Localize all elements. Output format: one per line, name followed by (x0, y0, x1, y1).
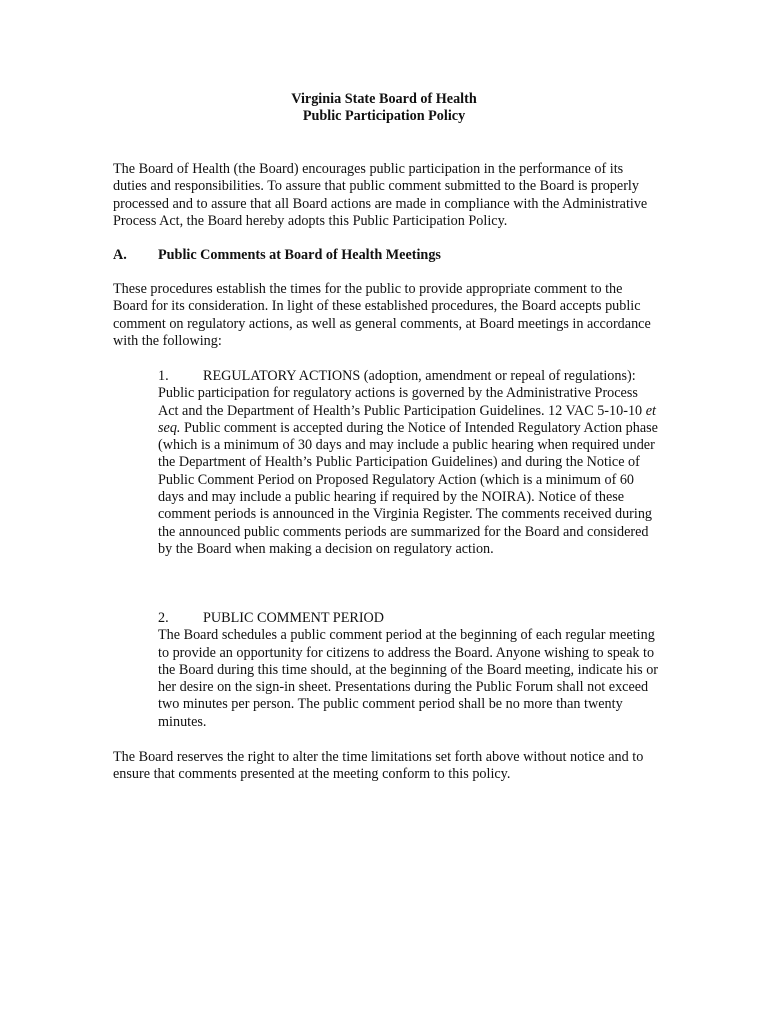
document-title (0, 91, 768, 126)
item-text-part2: Public comment is accepted during the Notice of Intended Regulatory Action phase (which is a minimum of 30 days and may include a public hearing when required under the Department of Health’s Public Participation Guidelines) and during the Notice of Public Comment Period on Proposed Regulatory Action (which is a minimum of 60 days and may include a public hearing if required by the NOIRA). Notice of these comment periods is announced in the Virginia Register. The comments received during the announced public comments periods are summarized for the Board and considered by the Board when making a decision on regulatory action. (158, 419, 658, 557)
item-number: 2. (158, 610, 169, 626)
intro-paragraph: The Board of Health (the Board) encourages public participation in the performance of its duties and responsibilities. To assure that public comment submitted to the Board is properly processed and to assure that all Board actions are made in compliance with the Administrative Process Act, the Board hereby adopts this Public Participation Policy. (113, 161, 648, 229)
item-heading: REGULATORY ACTIONS (adoption, amendment or repeal of regulations): (203, 368, 636, 384)
section-heading-text: Public Comments at Board of Health Meetings (158, 247, 441, 263)
item-text: The Board schedules a public comment period at the beginning of each regular meeting to provide an opportunity for citizens to address the Board. Anyone wishing to speak to the Board during this time should, at the beginning of the Board meeting, indicate his or her desire on the sign-in sheet. Presentations during the Public Forum shall not exceed two minutes per person. The public comment period shall be no more than twenty minutes. (158, 627, 659, 730)
item-text-italic: et seq. (158, 402, 656, 436)
item-public-comment-period (158, 610, 658, 731)
item-number: 1. (158, 368, 169, 384)
reserves-paragraph: The Board reserves the right to alter the time limitations set forth above without notice and to ensure that comments presented at the meeting conform to this policy. (113, 749, 644, 783)
item-heading: PUBLIC COMMENT PERIOD (203, 610, 385, 626)
procedures-paragraph: These procedures establish the times for the public to provide appropriate comment to the Board for its consideration. In light of these established procedures, the Board accepts public comment on regulatory actions, as well as general comments, at Board meetings in accordance with the following: (113, 281, 651, 349)
title-line-2: Public Participation Policy (302, 108, 466, 125)
item-text-part1: Public participation for regulatory actions is governed by the Administrative Process Act and the Department of Health’s Public Participation Guidelines. 12 VAC 5-10-10 (158, 385, 646, 419)
section-a-heading (113, 247, 658, 264)
item-regulatory-actions (158, 368, 658, 558)
title-line-1: Virginia State Board of Health (291, 91, 477, 107)
section-letter: A. (113, 247, 127, 263)
